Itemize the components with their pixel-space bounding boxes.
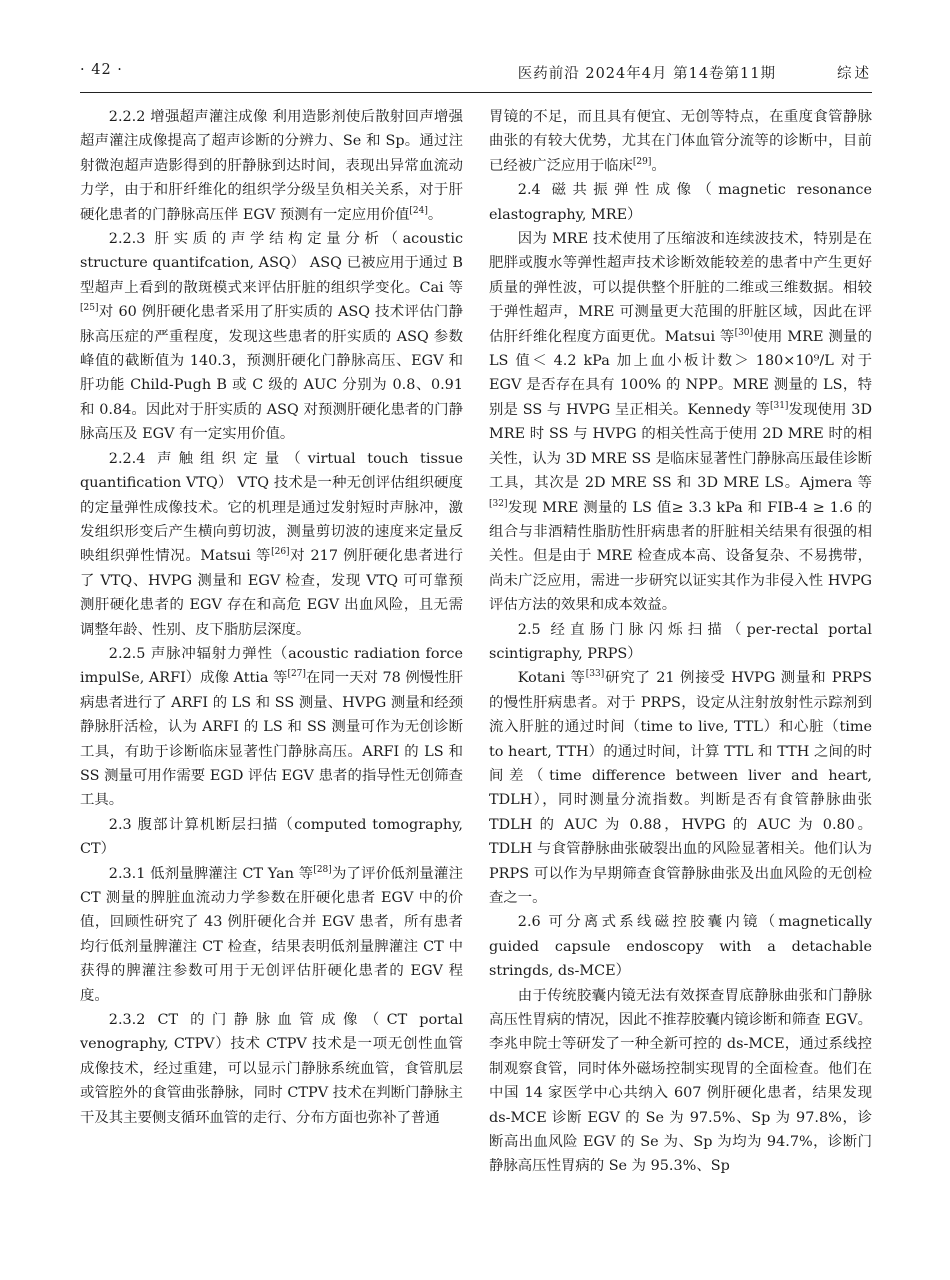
paragraph-text: 2.2.5 声脉冲辐射力弹性（acoustic radiation force impulSe, ARFI）成像 Attia 等 (80, 645, 463, 687)
paragraph (489, 178, 872, 227)
paragraph-text-tail: 发现 MRE 测量的 LS 值≥ 3.3 kPa 和 FIB-4 ≥ 1.6 的组合与非酒精性脂肪性肝病患者的肝脏相关结果有很强的相关性。但是由于 MRE 检查成本高、设备复杂、不易携带，尚未广泛应用，需进一步研究以证实其作为非侵入性 HVPG 评估方法的效果和成本效益。 (489, 499, 872, 614)
paragraph-text-tail: 发现使用 3D MRE 时 SS 与 HVPG 的相关性高于使用 2D MRE 时的相关性，认为 3D MRE SS 是临床显著性门静脉高压最佳诊断工具，其次是 2D MRE SS 和 3D MRE LS。Ajmera 等 (489, 401, 872, 492)
paragraph (80, 813, 463, 862)
paragraph-text: 2.2.4 声触组织定量（virtual touch tissue quantification VTQ） VTQ 技术是一种无创评估组织硬度的定量弹性成像技术。它的机理是通过发射短时声脉冲，激发组织形变后产生横向剪切波，测量剪切波的速度来定量反映组织弹性情况。Matsui 等 (80, 450, 463, 565)
citation-ref: [31] (769, 400, 789, 411)
paragraph (489, 984, 872, 1179)
citation-ref: [30] (734, 327, 754, 338)
citation-ref: [27] (287, 669, 306, 680)
paragraph-text: 2.3 腹部计算机断层扫描（computed tomography, CT） (80, 816, 463, 858)
paragraph-text: 2.2.2 增强超声灌注成像 利用造影剂使后散射回声增强超声灌注成像提高了超声诊断的分辨力、Se 和 Sp。通过注射微泡超声造影得到的肝静脉到达时间，表现出异常血流动力学，由于和肝纤维化的组织学分级呈负相关关系，对于肝硬化患者的门静脉高压伴 EGV 预测有一定应用价值 (80, 109, 463, 223)
paragraph (489, 105, 872, 178)
paragraph-text-tail: 对 60 例肝硬化患者采用了肝实质的 ASQ 技术评估门静脉高压症的严重程度，发现这些患者的肝实质的 ASQ 参数峰值的截断值为 140.3，预测肝硬化门静脉高压、EGV 和肝功能 Child-Pugh B 或 C 级的 AUC 分别为 0.8、0.91 和 0.84。因此对于肝实质的 ASQ 对预测肝硬化患者的门静脉高压及 EGV 有一定实用价值。 (80, 304, 463, 443)
paragraph-text: 2.3.2 CT 的门静脉血管成像（CT portal venography, CTPV）技术 CTPV 技术是一项无创性血管成像技术，经过重建，可以显示门静脉系统血管，食管肌层或管腔外的食管曲张静脉，同时 CTPV 技术在判断门静脉主干及其主要侧支循环血管的走行、分布方面也弥补了普通 (80, 1012, 463, 1126)
page-header (80, 62, 872, 86)
paragraph (489, 227, 872, 618)
paragraph (489, 618, 872, 667)
paragraph-text: 2.4 磁共振弹性成像（magnetic resonance elastography, MRE） (489, 182, 872, 223)
paragraph-text: 2.6 可分离式系线磁控胶囊内镜（magnetically guided capsule endoscopy with a detachable stringds, ds-MCE） (489, 914, 872, 980)
citation-ref: [24] (409, 205, 428, 216)
right-column (489, 105, 872, 1179)
paragraph (80, 105, 463, 227)
left-column (80, 105, 463, 1130)
paragraph-text: Kotani 等 (517, 670, 586, 687)
paragraph-text-tail: 研究了 21 例接受 HVPG 测量和 PRPS 的慢性肝病患者。对于 PRPS，设定从注射放射性示踪剂到流入肝脏的通过时间（time to live, TTL）和心脏（time to heart, TTH）的通过时间，计算 TTL 和 TTH 之间的时间差（time difference between liver and heart, TDLH），同时测量分流指数。判断是否有食管静脉曲张 TDLH 的 AUC 为 0.88，HVPG 的 AUC 为 0.80。TDLH 与食管静脉曲张破裂出血的风险显著相关。他们认为 PRPS 可以作为早期筛查食管静脉曲张及出血风险的无创检查之一。 (489, 670, 872, 906)
citation-ref: [29] (632, 156, 652, 167)
citation-ref: [32] (489, 498, 508, 509)
paragraph-text-tail: 。 (651, 157, 666, 174)
paragraph-text-tail: 使用 MRE 测量的 LS 值＜ 4.2 kPa 加上血小板计数＞ 180×10⁹/L 对于 EGV 是否存在具有 100% 的 NPP。MRE 测量的 LS，特别是 SS 与 HVPG 呈正相关。Kennedy 等 (489, 328, 872, 418)
citation-ref: [25] (80, 303, 99, 314)
paragraph (80, 447, 463, 642)
paragraph-text-tail: 在同一天对 78 例慢性肝病患者进行了 ARFI 的 LS 和 SS 测量、HVPG 测量和经颈静脉肝活检，认为 ARFI 的 LS 和 SS 测量可作为无创诊断工具，有助于诊断临床显著性门静脉高压。ARFI 的 LS 和 SS 测量可用作需要 EGD 评估 EGV 患者的指导性无创筛查工具。 (80, 670, 463, 809)
section-label: 综述 (837, 66, 872, 82)
citation-ref: [28] (313, 864, 332, 875)
paragraph-text: 2.3.1 低剂量脾灌注 CT Yan 等 (108, 865, 314, 882)
citation-ref: [26] (271, 547, 290, 558)
paragraph-text: 由于传统胶囊内镜无法有效探查胃底静脉曲张和门静脉高压性胃病的情况，因此不推荐胶囊内镜诊断和筛查 EGV。李兆申院士等研发了一种全新可控的 ds-MCE，通过系线控制观察食管，同时体外磁场控制实现胃的全面检查。他们在中国 14 家医学中心共纳入 607 例肝硬化患者，结果发现 ds-MCE 诊断 EGV 的 Se 为 97.5%、Sp 为 97.8%，诊断高出血风险 EGV 的 Se 为、Sp 为均为 94.7%，诊断门静脉高压性胃病的 Se 为 95.3%、Sp (489, 987, 872, 1175)
paragraph (489, 910, 872, 983)
header-rule (80, 92, 872, 93)
paragraph-text: 2.2.3 肝实质的声学结构定量分析（acoustic structure quantifcation, ASQ） ASQ 已被应用于通过 B 型超声上看到的散斑模式来评估肝脏的组织学变化。Cai 等 (80, 231, 463, 296)
page-number: · 42 · (80, 62, 123, 78)
paragraph-text: 因为 MRE 技术使用了压缩波和连续波技术，特别是在肥胖或腹水等弹性超声技术诊断效能较差的患者中产生更好质量的弹性波，可以提供整个肝脏的二维或三维数据。相较于弹性超声，MRE 可测量更大范围的肝脏区域，因此在评估肝纤维化程度方面更优。Matsui 等 (489, 231, 872, 345)
paragraph (80, 642, 463, 813)
paragraph (80, 1008, 463, 1130)
paragraph (80, 862, 463, 1008)
paragraph (489, 666, 872, 910)
paragraph-text: 2.5 经直肠门脉闪烁扫描（per-rectal portal scintigraphy, PRPS） (489, 621, 872, 662)
paragraph-text-tail: 对 217 例肝硬化患者进行了 VTQ、HVPG 测量和 EGV 检查，发现 VTQ 可可靠预测肝硬化患者的 EGV 存在和高危 EGV 出血风险，且无需调整年龄、性别、皮下脂肪层深度。 (80, 548, 463, 638)
journal-info: 医药前沿 2024年4月 第14卷第11期 (517, 66, 776, 82)
paragraph-text-tail: 为了评价低剂量灌注 CT 测量的脾脏血流动力学参数在肝硬化患者 EGV 中的价值，回顾性研究了 43 例肝硬化合并 EGV 患者，所有患者均行低剂量脾灌注 CT 检查，结果表明低剂量脾灌注 CT 中获得的脾灌注参数可用于无创评估肝硬化患者的 EGV 程度。 (80, 865, 463, 1004)
paragraph-text: 胃镜的不足，而且具有便宜、无创等特点，在重度食管静脉曲张的有较大优势，尤其在门体血管分流等的诊断中，目前已经被广泛应用于临床 (489, 109, 872, 174)
paragraph-text-tail: 。 (427, 206, 443, 223)
paragraph (80, 227, 463, 447)
citation-ref: [33] (585, 669, 605, 680)
